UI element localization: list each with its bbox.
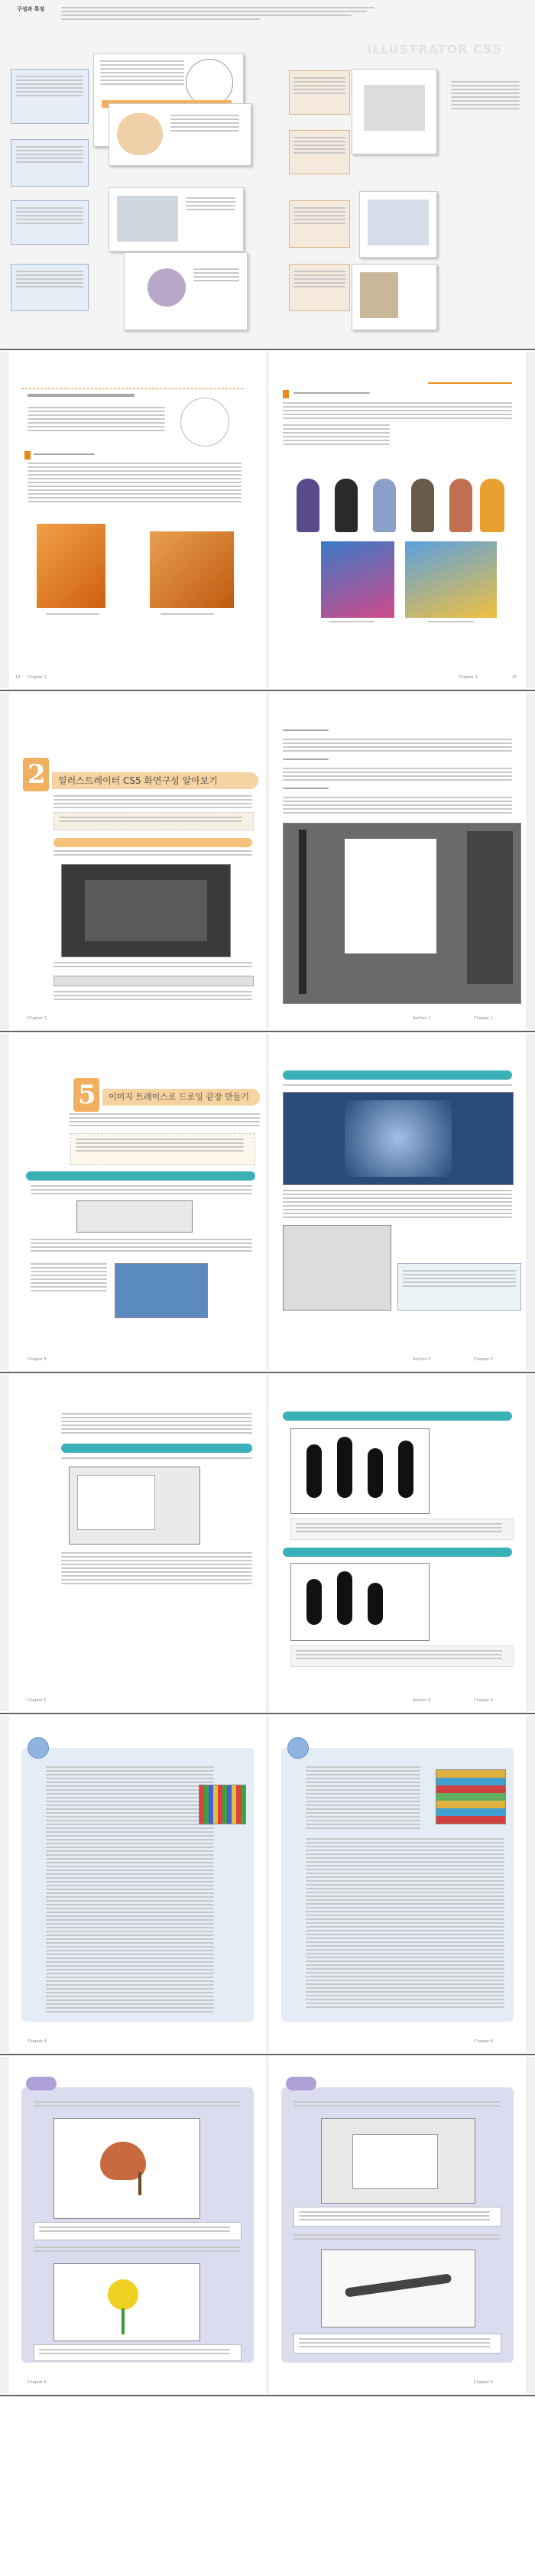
step-bar	[26, 1171, 255, 1181]
note-box	[54, 812, 254, 830]
body-text-1	[28, 407, 165, 434]
exercise-badge	[286, 2077, 316, 2090]
bullet-list	[283, 424, 512, 447]
illustration-poster-2	[405, 541, 497, 618]
body-text	[61, 1413, 252, 1436]
divider	[0, 1713, 535, 1714]
step-bar	[54, 838, 252, 847]
divider	[0, 349, 535, 350]
right-body-text	[283, 402, 512, 421]
section-features	[0, 0, 535, 348]
color-panel	[436, 1769, 506, 1824]
hint-box	[34, 2222, 242, 2240]
divider	[0, 690, 535, 691]
section-heading	[24, 451, 31, 460]
section-number: 5	[78, 1080, 96, 1110]
step-bar-right	[283, 1070, 512, 1080]
left-footer: Chapter 1	[28, 1016, 47, 1021]
right-footer-label: Section 5	[413, 1357, 431, 1362]
caption	[54, 962, 252, 970]
body-text	[54, 795, 252, 810]
step-bar-right	[283, 1411, 512, 1421]
tip-box	[397, 1263, 521, 1311]
thumb-page-right	[352, 69, 437, 154]
section-title: 일러스트레이터 CS5 화면구성 알아보기	[58, 775, 218, 786]
right-footer-label: Section 2	[413, 1016, 431, 1021]
illustration-poster-1	[321, 541, 394, 618]
product-box-1	[37, 524, 105, 608]
screenshot-silhouettes	[290, 1428, 430, 1514]
review-text-left	[46, 1766, 214, 2015]
body-text-2	[28, 463, 242, 505]
exercise-badge	[26, 2077, 57, 2090]
note-box	[70, 1133, 255, 1165]
screenshot-image	[115, 1263, 208, 1318]
callout-right-1	[289, 70, 350, 115]
right-footer: Chapter 5	[474, 1357, 493, 1362]
right-footer: Chapter 1	[459, 675, 478, 680]
left-footer: Chapter 5	[28, 1698, 47, 1703]
callout-left-4	[11, 264, 89, 311]
screenshot-dialog	[76, 1200, 193, 1233]
right-text	[283, 739, 512, 754]
exercise-image-flower	[54, 2263, 200, 2341]
exercise-image-calligraphy	[321, 2250, 475, 2327]
review-text-right	[306, 1766, 420, 1831]
thumb-page-3	[109, 187, 244, 252]
divider	[0, 1372, 535, 1373]
spread-section5	[0, 1034, 535, 1370]
left-page	[9, 352, 266, 688]
left-footer: Chapter 5	[28, 1357, 47, 1362]
exercise-image-bird	[54, 2118, 200, 2219]
heading	[28, 394, 142, 399]
mascot-icon	[28, 1737, 49, 1759]
spread-review	[0, 1716, 535, 2052]
spread-section2	[0, 693, 535, 1029]
callout-right-5	[448, 76, 524, 306]
right-footer: Chapter 4	[474, 2039, 493, 2044]
left-footer: Chapter 6	[28, 2380, 47, 2385]
bottom-margin	[0, 2398, 535, 2576]
hint-box-4	[293, 2334, 501, 2353]
divider	[0, 1031, 535, 1032]
illustration-figures	[289, 474, 511, 535]
thumb-page-4	[124, 252, 248, 330]
callout-left-3	[11, 200, 89, 245]
screenshot-swatch-dialog	[69, 1467, 200, 1545]
tip-box-2	[290, 1645, 514, 1667]
spread-chapter1-intro	[0, 352, 535, 688]
step-bar	[61, 1444, 252, 1453]
toolbar-strip	[54, 976, 254, 986]
screenshot-options	[283, 1225, 391, 1311]
right-footer: Chapter 5	[474, 1698, 493, 1703]
tip-box	[290, 1519, 514, 1540]
callout-left-2	[11, 139, 89, 187]
screenshot-welcome	[61, 864, 231, 957]
mascot-icon	[287, 1737, 309, 1759]
exercise-image-dialog	[321, 2118, 475, 2204]
swatch-panel	[199, 1785, 246, 1824]
watermark: ILLUSTRATOR CS5	[367, 42, 502, 57]
screenshot-workspace	[283, 823, 521, 1004]
left-page-number: 14	[15, 675, 21, 680]
callout-right-4	[289, 264, 350, 311]
big-number-circle	[180, 398, 229, 447]
left-footer: Chapter 4	[28, 2039, 47, 2044]
right-footer: Chapter 1	[474, 1016, 493, 1021]
hint-box-2	[34, 2344, 242, 2361]
divider	[0, 2395, 535, 2396]
section-title: 이미지 트레이스로 드로잉 끝장 만들기	[109, 1092, 250, 1102]
right-heading	[283, 729, 329, 733]
screenshot-trace	[283, 1092, 514, 1185]
thumb-page-right-2	[359, 191, 437, 258]
thumb-page-2	[109, 103, 251, 166]
product-box-2	[150, 531, 234, 608]
section-label: 구성과 특징	[17, 6, 45, 12]
body-text	[69, 1113, 260, 1129]
step-bar-right-2	[283, 1548, 512, 1557]
thumb-page-right-3	[352, 264, 437, 330]
right-footer-label: Section 5	[413, 1698, 431, 1703]
left-footer: Chapter 1	[28, 675, 47, 680]
section-number: 2	[28, 759, 46, 790]
callout-right-3	[289, 200, 350, 248]
screenshot-traced	[290, 1563, 430, 1641]
hint-box-3	[293, 2207, 501, 2227]
right-footer: Chapter 6	[474, 2380, 493, 2385]
callout-right-2	[289, 130, 350, 174]
spread-exercise	[0, 2057, 535, 2393]
spread-section5-cont	[0, 1375, 535, 1711]
intro-text	[61, 7, 382, 22]
callout-left-1	[11, 69, 89, 124]
divider	[0, 2054, 535, 2055]
right-page-number: 15	[512, 675, 517, 680]
